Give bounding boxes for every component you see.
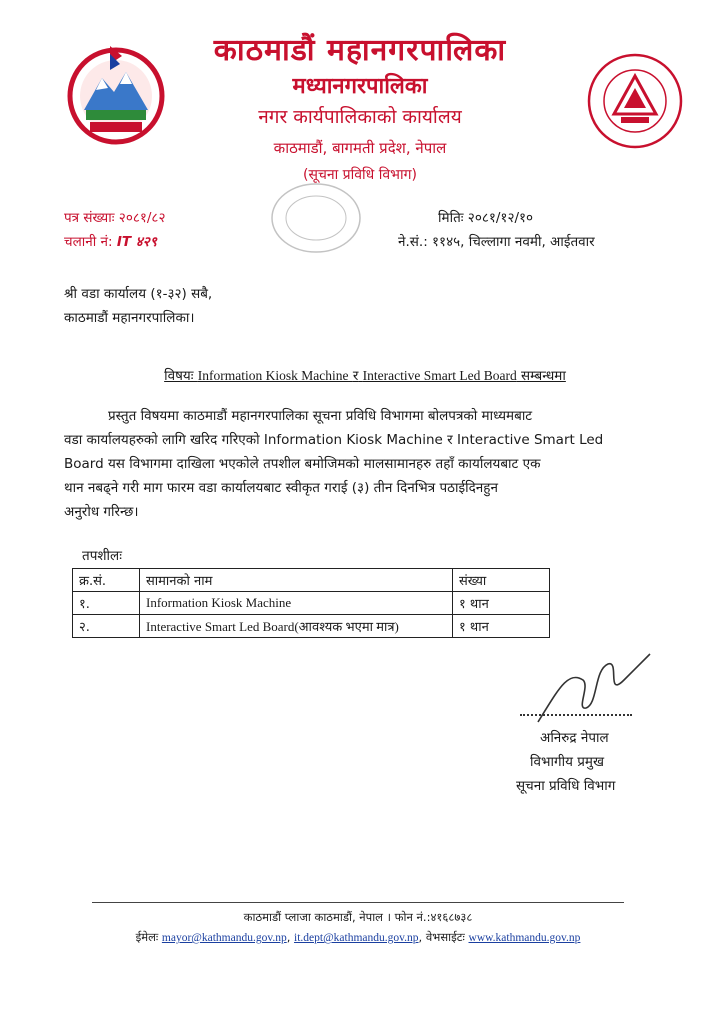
municipality-subtitle: मध्यानगरपालिका (292, 74, 428, 99)
ref-label: पत्र संख्याः (64, 210, 115, 226)
office-address: काठमाडौं, बागमती प्रदेश, नेपाल (273, 139, 447, 157)
footer-contacts: ईमेलः mayor@kathmandu.gov.np, it.dept@kathmandu.gov.np, वेभसाईटः www.kathmandu.gov.np (135, 930, 581, 944)
nepal-sambat-date: ने.सं.: ११४५, चिल्लागा नवमी, आईतवार (398, 234, 595, 250)
email-link-mayor[interactable]: mayor@kathmandu.gov.np (161, 932, 287, 944)
dispatch-label: चलानी नं: (64, 234, 113, 250)
kmc-seal-icon (586, 52, 684, 150)
col-header-sn: क्र.सं. (73, 569, 140, 592)
signatory-title: विभागीय प्रमुख (530, 754, 605, 770)
municipality-title: काठमाडौं महानगरपालिका (213, 33, 507, 68)
body-line: प्रस्तुत विषयमा काठमाडौं महानगरपालिका सूचना प्रविधि विभागमा बोलपत्रको माध्यमबाट (108, 408, 533, 424)
items-table (72, 568, 550, 638)
cell-item: Information Kiosk Machine (140, 592, 453, 615)
table-row (73, 615, 550, 638)
cell-sn: १. (73, 592, 140, 615)
cell-item: Interactive Smart Led Board(आवश्यक भएमा मात्र) (140, 615, 453, 638)
recipient-line-2: काठमाडौं महानगरपालिका। (64, 310, 195, 326)
reference-line (64, 208, 165, 226)
signatory-name: अनिरुद्र नेपाल (540, 730, 609, 746)
dispatch-number: IT ४२९ (116, 234, 157, 250)
office-stamp (268, 180, 364, 256)
office-name: नगर कार्यपालिकाको कार्यालय (258, 106, 462, 128)
subject-label: विषयः (164, 368, 194, 384)
ref-number: २०८१/८२ (118, 210, 166, 226)
subject-conjunction: र (352, 368, 359, 384)
table-caption: तपशीलः (82, 548, 122, 564)
cell-sn: २. (73, 615, 140, 638)
cell-qty: १ थान (453, 615, 550, 638)
signatory-department: सूचना प्रविधि विभाग (516, 778, 616, 794)
body-line: Board यस विभागमा दाखिला भएकोले तपशील बमोजिमको मालसामानहरु तहाँ कार्यालयबाट एक (64, 456, 541, 472)
subject-suffix: सम्बन्धमा (521, 368, 566, 384)
website-link[interactable]: www.kathmandu.gov.np (468, 932, 581, 944)
col-header-item: सामानको नाम (140, 569, 453, 592)
body-line: थान नबढ्ने गरी माग फारम वडा कार्यालयबाट स्वीकृत गराई (३) तीन दिनभित्र पठाईदिनहुन (64, 480, 498, 496)
body-line: वडा कार्यालयहरुको लागि खरिद गरिएको Information Kiosk Machine र Interactive Smart Led (64, 432, 604, 448)
date-label: मितिः (438, 210, 464, 226)
cell-qty: १ थान (453, 592, 550, 615)
table-row (73, 592, 550, 615)
date-line (438, 208, 533, 226)
email-link-it-dept[interactable]: it.dept@kathmandu.gov.np (294, 932, 419, 944)
nepal-emblem-icon (62, 40, 170, 148)
subject-item-1: Information Kiosk Machine (197, 368, 349, 383)
email-label: ईमेलः (135, 930, 159, 944)
col-header-qty: संख्या (453, 569, 550, 592)
subject-item-2: Interactive Smart Led Board (362, 368, 517, 383)
table-header-row (73, 569, 550, 592)
recipient-line-1: श्री वडा कार्यालय (१-३२) सबै, (64, 286, 213, 302)
subject-line (130, 366, 600, 384)
body-paragraph (64, 404, 664, 524)
footer-divider (92, 902, 624, 903)
dispatch-line (64, 232, 157, 250)
department-name: (सूचना प्रविधि विभाग) (303, 167, 417, 183)
signature-dotted-line (520, 714, 632, 716)
body-line: अनुरोध गरिन्छ। (64, 504, 139, 520)
signature-scribble (528, 650, 658, 730)
date-value: २०८१/१२/१० (467, 210, 534, 226)
website-label: वेभसाईटः (425, 930, 465, 944)
footer-address: काठमाडौं प्लाजा काठमाडौं, नेपाल । फोन नं.:४१६८७३८ (243, 910, 473, 924)
